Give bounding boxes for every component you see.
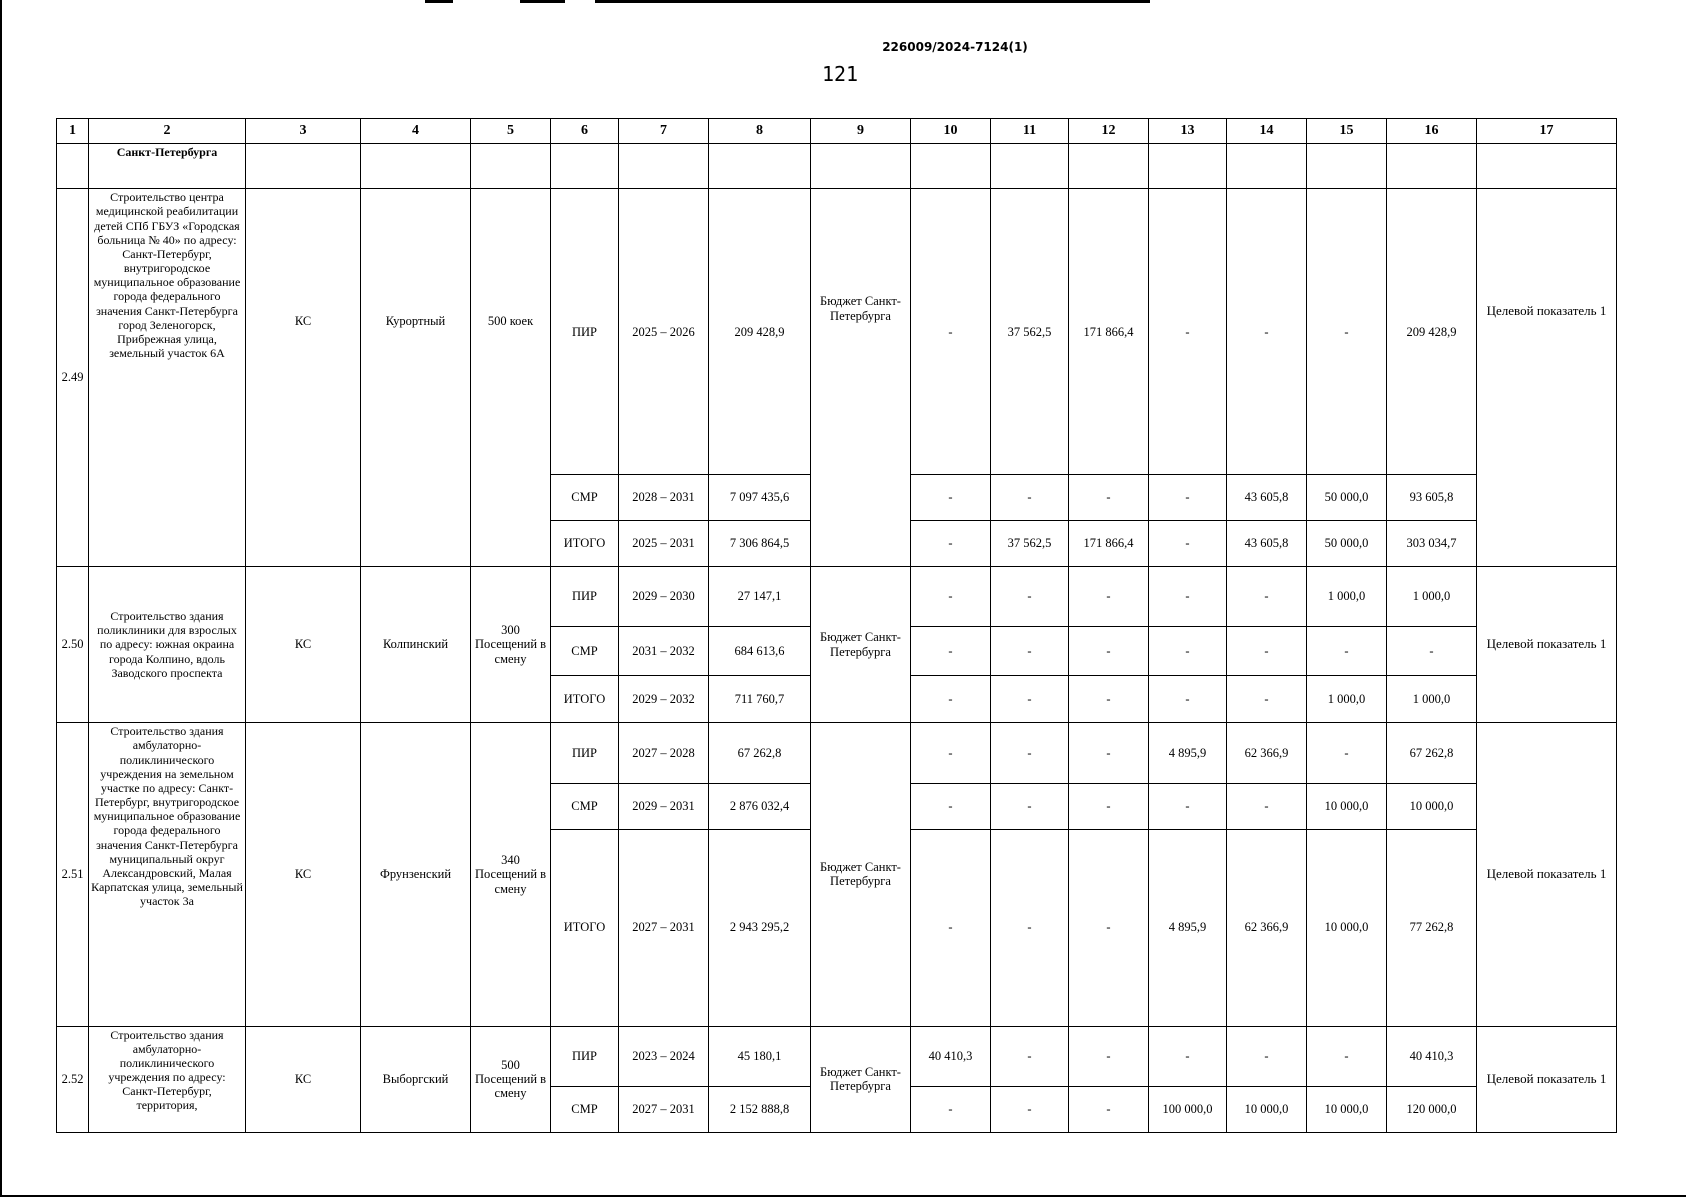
estimated-cost: 2 876 032,4 [709,783,811,829]
value-cell: - [1069,783,1149,829]
empty-cell [1227,144,1307,189]
empty-cell [57,144,89,189]
table-row [57,566,1617,626]
stage: ПИР [551,566,619,626]
header-cell: 8 [709,119,811,144]
capacity: 500 коек [471,189,551,566]
period: 2028 – 2031 [619,475,709,520]
value-cell: - [1069,566,1149,626]
value-cell: - [1307,189,1387,475]
value-cell: - [1227,1026,1307,1086]
funding-source: Бюджет Санкт-Петербурга [811,1026,911,1133]
value-cell: - [1149,676,1227,723]
total-cell: 1 000,0 [1387,676,1477,723]
estimated-cost: 27 147,1 [709,566,811,626]
value-cell: 50 000,0 [1307,520,1387,566]
value-cell: - [991,676,1069,723]
funding-source: Бюджет Санкт-Петербурга [811,566,911,723]
total-cell: 93 605,8 [1387,475,1477,520]
period: 2025 – 2031 [619,520,709,566]
district: Выборгский [361,1026,471,1133]
scan-mark [520,0,565,3]
empty-cell [811,144,911,189]
value-cell: 1 000,0 [1307,676,1387,723]
scan-mark [425,0,453,3]
estimated-cost: 2 943 295,2 [709,829,811,1026]
page-number: 121 [821,62,859,86]
empty-cell [1477,144,1617,189]
value-cell: 171 866,4 [1069,189,1149,475]
stage: СМР [551,475,619,520]
period: 2023 – 2024 [619,1026,709,1086]
object-name: Строительство здания амбулаторно-поликлинического учреждения на земельном участке по адресу: Санкт-Петербург, внутригородское муниципальное образование города федерального значения Санкт-Петербурга муниципальный округ Александровский, Малая Карпатская улица, земельный участок 3а [89,723,246,1026]
value-cell: - [911,189,991,475]
object-type: КС [246,1026,361,1133]
empty-cell [471,144,551,189]
period: 2029 – 2031 [619,783,709,829]
header-cell: 7 [619,119,709,144]
value-cell: - [911,783,991,829]
period: 2027 – 2028 [619,723,709,783]
table-row [57,1026,1617,1086]
district: Фрунзенский [361,723,471,1026]
value-cell: 50 000,0 [1307,475,1387,520]
header-cell: 5 [471,119,551,144]
value-cell: 1 000,0 [1307,566,1387,626]
value-cell: 171 866,4 [1069,520,1149,566]
value-cell: - [1149,566,1227,626]
header-cell: 3 [246,119,361,144]
value-cell: - [1307,626,1387,675]
total-cell: 209 428,9 [1387,189,1477,475]
value-cell: - [911,475,991,520]
period: 2029 – 2032 [619,676,709,723]
table-row [57,189,1617,475]
value-cell: - [911,520,991,566]
total-cell: 1 000,0 [1387,566,1477,626]
header-cell: 13 [1149,119,1227,144]
target-indicator: Целевой показатель 1 [1477,566,1617,723]
header-cell: 16 [1387,119,1477,144]
value-cell: - [1227,566,1307,626]
header-cell: 11 [991,119,1069,144]
estimated-cost: 45 180,1 [709,1026,811,1086]
object-name: Строительство здания амбулаторно-поликлинического учреждения по адресу: Санкт-Петербург, территория, [89,1026,246,1133]
value-cell: 10 000,0 [1307,829,1387,1026]
capacity: 500 Посещений в смену [471,1026,551,1133]
empty-cell [1307,144,1387,189]
empty-cell [709,144,811,189]
estimated-cost: 7 306 864,5 [709,520,811,566]
total-cell: 77 262,8 [1387,829,1477,1026]
empty-cell [361,144,471,189]
row-number: 2.50 [57,566,89,723]
value-cell: 37 562,5 [991,520,1069,566]
stage: ИТОГО [551,829,619,1026]
document-number: 226009/2024-7124(1) [882,40,1028,54]
value-cell: - [1149,1026,1227,1086]
header-row [57,119,1617,144]
value-cell: - [1069,723,1149,783]
value-cell: - [911,1086,991,1132]
header-cell: 2 [89,119,246,144]
estimated-cost: 2 152 888,8 [709,1086,811,1132]
period: 2027 – 2031 [619,1086,709,1132]
header-cell: 1 [57,119,89,144]
value-cell: 43 605,8 [1227,520,1307,566]
header-cell: 12 [1069,119,1149,144]
object-name: Строительство здания поликлиники для взрослых по адресу: южная окраина города Колпино, вдоль Заводского проспекта [89,566,246,723]
total-cell: 303 034,7 [1387,520,1477,566]
capacity: 300 Посещений в смену [471,566,551,723]
stage: ПИР [551,189,619,475]
empty-cell [1149,144,1227,189]
value-cell: 62 366,9 [1227,829,1307,1026]
continuation-row [57,144,1617,189]
value-cell: - [1069,1026,1149,1086]
capacity: 340 Посещений в смену [471,723,551,1026]
empty-cell [619,144,709,189]
period: 2025 – 2026 [619,189,709,475]
value-cell: 40 410,3 [911,1026,991,1086]
total-cell: - [1387,626,1477,675]
empty-cell [246,144,361,189]
row-number: 2.49 [57,189,89,566]
total-cell: 10 000,0 [1387,783,1477,829]
value-cell: - [991,1026,1069,1086]
stage: ПИР [551,1026,619,1086]
total-cell: 40 410,3 [1387,1026,1477,1086]
value-cell: - [1069,829,1149,1026]
target-indicator: Целевой показатель 1 [1477,189,1617,566]
estimated-cost: 7 097 435,6 [709,475,811,520]
value-cell: 10 000,0 [1307,783,1387,829]
value-cell: - [911,626,991,675]
header-cell: 4 [361,119,471,144]
value-cell: - [1069,676,1149,723]
stage: СМР [551,783,619,829]
value-cell: - [1149,475,1227,520]
stage: ИТОГО [551,520,619,566]
value-cell: - [911,829,991,1026]
value-cell: - [1307,1026,1387,1086]
total-cell: 67 262,8 [1387,723,1477,783]
value-cell: - [1149,783,1227,829]
object-type: КС [246,189,361,566]
value-cell: - [911,566,991,626]
value-cell: - [1149,520,1227,566]
value-cell: - [991,1086,1069,1132]
object-name: Строительство центра медицинской реабилитации детей СПб ГБУЗ «Городская больница № 40» по адресу: Санкт-Петербург, внутригородское муниципальное образование города федерального значения Санкт-Петербурга город Зеленогорск, Прибрежная улица, земельный участок 6А [89,189,246,566]
row-number: 2.52 [57,1026,89,1133]
value-cell: - [1149,626,1227,675]
value-cell: - [911,676,991,723]
district: Колпинский [361,566,471,723]
value-cell: - [991,829,1069,1026]
estimated-cost: 684 613,6 [709,626,811,675]
value-cell: 100 000,0 [1149,1086,1227,1132]
value-cell: - [991,626,1069,675]
empty-cell [1069,144,1149,189]
funding-source: Бюджет Санкт-Петербурга [811,723,911,1026]
funding-source: Бюджет Санкт-Петербурга [811,189,911,566]
value-cell: 4 895,9 [1149,829,1227,1026]
object-type: КС [246,566,361,723]
target-indicator: Целевой показатель 1 [1477,1026,1617,1133]
stage: СМР [551,626,619,675]
scan-mark [595,0,1150,3]
stage: ИТОГО [551,676,619,723]
estimated-cost: 711 760,7 [709,676,811,723]
empty-cell [551,144,619,189]
estimated-cost: 209 428,9 [709,189,811,475]
period: 2029 – 2030 [619,566,709,626]
target-indicator: Целевой показатель 1 [1477,723,1617,1026]
value-cell: 37 562,5 [991,189,1069,475]
value-cell: 10 000,0 [1307,1086,1387,1132]
value-cell: - [1069,626,1149,675]
row-number: 2.51 [57,723,89,1026]
value-cell: - [1069,475,1149,520]
value-cell: - [1227,626,1307,675]
value-cell: - [991,566,1069,626]
value-cell: 4 895,9 [1149,723,1227,783]
empty-cell [911,144,991,189]
empty-cell [991,144,1069,189]
object-type: КС [246,723,361,1026]
value-cell: - [1227,189,1307,475]
header-cell: 15 [1307,119,1387,144]
continuation-text: Санкт-Петербурга [89,144,246,189]
value-cell: 62 366,9 [1227,723,1307,783]
value-cell: - [1307,723,1387,783]
value-cell: - [1227,676,1307,723]
table-row [57,723,1617,783]
header-cell: 6 [551,119,619,144]
value-cell: 43 605,8 [1227,475,1307,520]
header-cell: 14 [1227,119,1307,144]
value-cell: - [1149,189,1227,475]
header-cell: 10 [911,119,991,144]
district: Курортный [361,189,471,566]
value-cell: - [1227,783,1307,829]
period: 2027 – 2031 [619,829,709,1026]
period: 2031 – 2032 [619,626,709,675]
empty-cell [1387,144,1477,189]
value-cell: - [991,475,1069,520]
value-cell: 10 000,0 [1227,1086,1307,1132]
total-cell: 120 000,0 [1387,1086,1477,1132]
stage: СМР [551,1086,619,1132]
value-cell: - [911,723,991,783]
header-cell: 17 [1477,119,1617,144]
value-cell: - [991,723,1069,783]
header-cell: 9 [811,119,911,144]
estimated-cost: 67 262,8 [709,723,811,783]
investment-program-table [56,118,1617,1133]
value-cell: - [991,783,1069,829]
value-cell: - [1069,1086,1149,1132]
stage: ПИР [551,723,619,783]
